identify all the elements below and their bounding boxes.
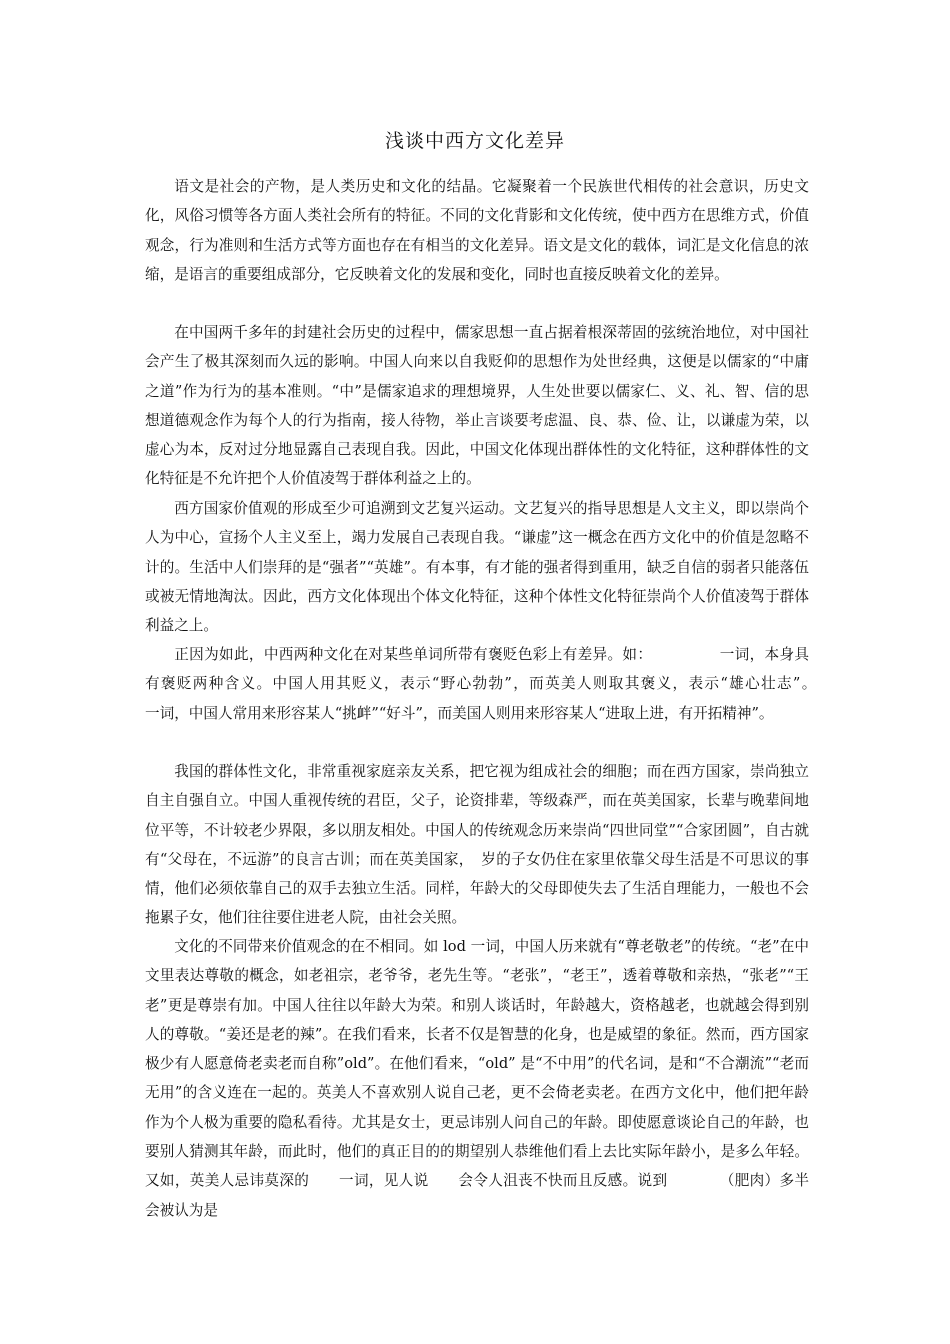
paragraph-4: 正因为如此，中西两种文化在对某些单词所带有褒贬色彩上有差异。如： 一词，本身具有褒贬两种含义。中国人用其贬义，表示“野心勃勃”，而英美人则取其褒义，表示“雄心壮志”。 一词，中国人常用来形容某人“挑衅”“好斗”，而美国人则用来形容某人“进取上进，有开拓精神”。 bbox=[145, 646, 882, 722]
paragraph-3: 西方国家价值观的形成至少可追溯到文艺复兴运动。文艺复兴的指导思想是人文主义，即以崇尚个人为中心，宣扬个人主义至上，竭力发展自己表现自我。“谦虚”这一概念在西方文化中的价值是忽略不计的。生活中人们崇拜的是“强者”“英雄”。有本事，有才能的强者得到重用，缺乏自信的弱者只能落伍或被无情地淘汰。因此，西方文化体现出个体文化特征，这种个体性文化特征崇尚个人价值凌驾于群体利益之上。 bbox=[145, 500, 809, 635]
paragraph-1: 语文是社会的产物，是人类历史和文化的结晶。它凝聚着一个民族世代相传的社会意识，历史文化，风俗习惯等各方面人类社会所有的特征。不同的文化背影和文化传统，使中西方在思维方式，价值观念，行为准则和生活方式等方面也存在有相当的文化差异。语文是文化的载体，词汇是文化信息的浓缩，是语言的重要组成部分，它反映着文化的发展和变化，同时也直接反映着文化的差异。 bbox=[145, 178, 809, 283]
paragraph-6: 文化的不同带来价值观念的在不相同。如 lod 一词，中国人历来就有“尊老敬老”的传统。“老”在中文里表达尊敬的概念，如老祖宗，老爷爷，老先生等。“老张”，“老王”，透着尊敬和亲热，“张老”“王老”更是尊崇有加。中国人往往以年龄大为荣。和别人谈话时，年龄越大，资格越老，也就越会得到别人的尊敬。“姜还是老的辣”。在我们看来，长者不仅是智慧的化身，也是威望的象征。然而，西方国家极少有人愿意倚老卖老而自称”old”。在他们看来，“old” 是“不中用”的代名词，是和“不合潮流”“老而无用”的含义连在一起的。英美人不喜欢别人说自己老，更不会倚老卖老。在西方文化中，他们把年龄作为个人极为重要的隐私看待。尤其是女士，更忌讳别人问自己的年龄。即使愿意谈论自己的年龄，也要别人猜测其年龄，而此时，他们的真正目的的期望别人恭维他们看上去比实际年龄小，是多么年轻。又如，英美人忌讳莫深的 一词，见人说 会令人沮丧不快而且反感。说到 （肥肉）多半会被认为是 bbox=[145, 938, 809, 1219]
paragraph-2: 在中国两千多年的封建社会历史的过程中，儒家思想一直占据着根深蒂固的弦统治地位，对中国社会产生了极其深刻而久远的影响。中国人向来以自我贬仰的思想作为处世经典，这便是以儒家的“中庸之道”作为行为的基本准则。“中”是儒家追求的理想境界，人生处世要以儒家仁、义、礼、智、信的思想道德观念作为每个人的行为指南，接人待物，举止言谈要考虑温、良、恭、俭、让，以谦虚为荣，以虚心为本，反对过分地显露自己表现自我。因此，中国文化体现出群体性的文化特征，这种群体性的文化特征是不允许把个人价值凌驾于群体利益之上的。 bbox=[145, 324, 809, 488]
document-title: 浅谈中西方文化差异 bbox=[384, 130, 565, 152]
paragraph-5: 我国的群体性文化，非常重视家庭亲友关系，把它视为组成社会的细胞；而在西方国家，崇尚独立自主自强自立。中国人重视传统的君臣，父子，论资排辈，等级森严，而在英美国家，长辈与晚辈间地位平等，不计较老少界限，多以朋友相处。中国人的传统观念历来崇尚“四世同堂”“合家团圆”，自古就有“父母在，不远游”的良言古训；而在英美国家， 岁的子女仍住在家里依靠父母生活是不可思议的事情，他们必须依靠自己的双手去独立生活。同样，年龄大的父母即使失去了生活自理能力，一般也不会拖累子女，他们往往要住进老人院，由社会关照。 bbox=[145, 763, 809, 927]
